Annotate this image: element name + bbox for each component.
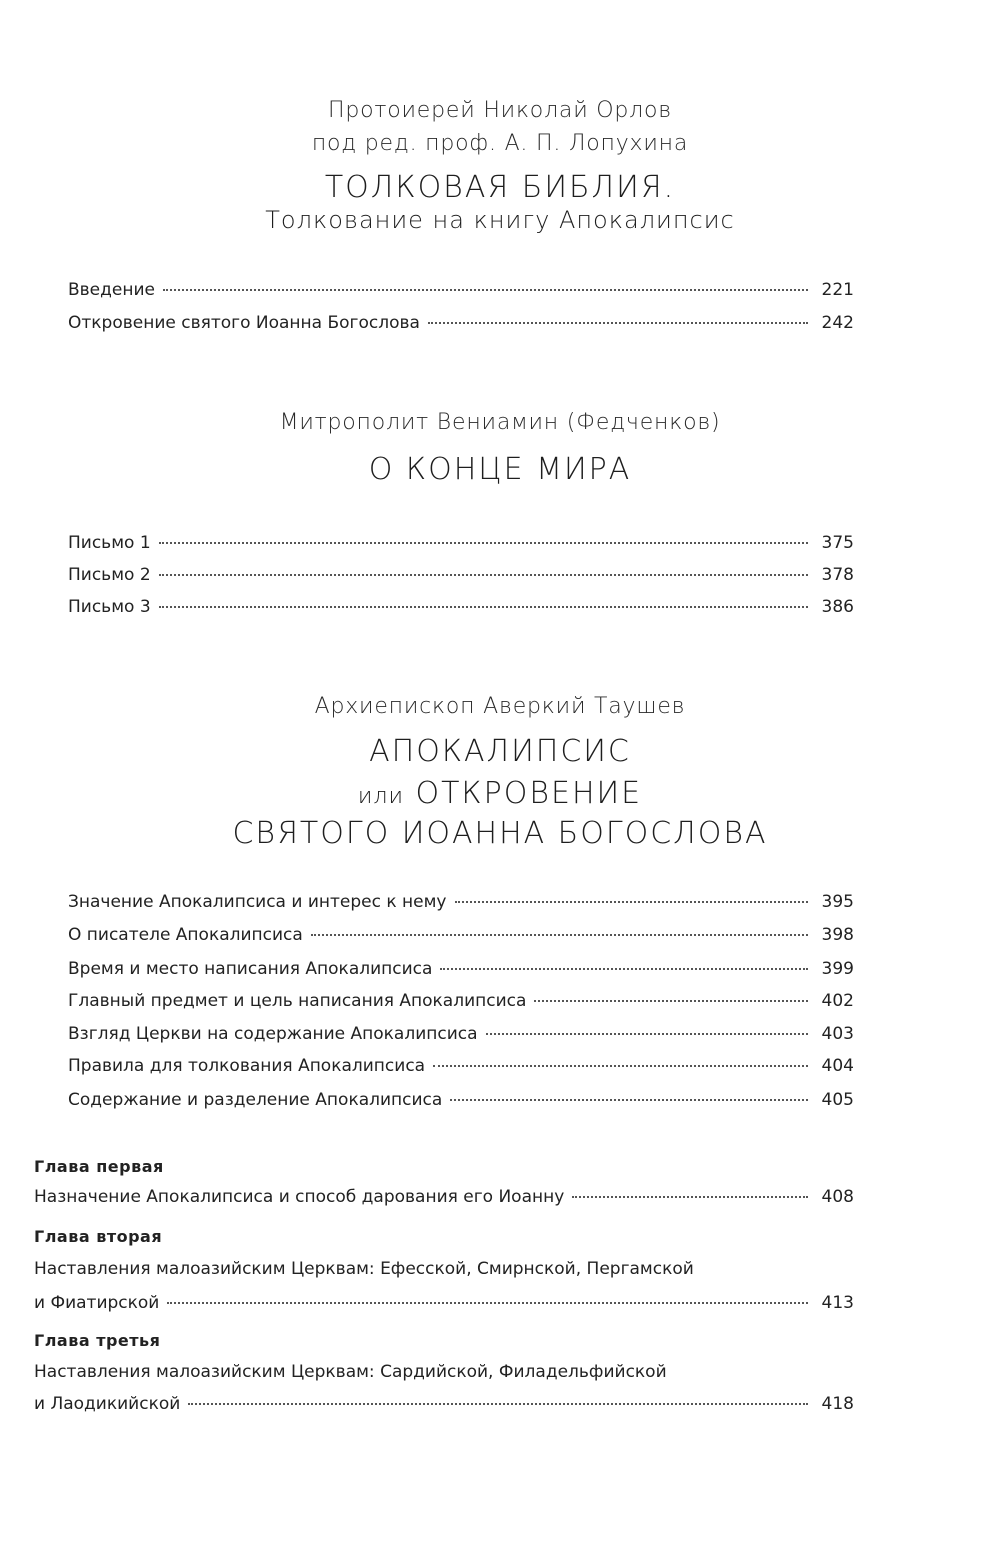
toc-entry-page: 375 (821, 533, 854, 553)
toc-entry-page: 221 (821, 280, 854, 300)
section3-title-line2 (0, 776, 1000, 811)
leader-dots (455, 901, 809, 903)
leader-dots (311, 934, 808, 936)
toc-entry[interactable] (68, 925, 854, 949)
section3-title-line1: АПОКАЛИПСИС (369, 734, 631, 769)
toc-entry-label: Письмо 2 (68, 565, 151, 585)
title-word: ОТКРОВЕНИЕ (415, 776, 643, 811)
section1-editor: под ред. проф. А. П. Лопухина (311, 131, 689, 156)
section2-title: О КОНЦЕ МИРА (368, 452, 632, 487)
chapter-heading: Глава первая (34, 1157, 164, 1176)
toc-entry[interactable] (68, 533, 854, 557)
toc-entry-page: 242 (821, 313, 854, 333)
leader-dots (159, 574, 808, 576)
leader-dots (440, 968, 808, 970)
toc-entry-page: 404 (821, 1056, 854, 1076)
chapter-entry[interactable] (34, 1293, 854, 1317)
chapter-heading: Глава вторая (34, 1227, 163, 1246)
toc-entry-label: Время и место написания Апокалипсиса (68, 959, 433, 979)
chapter-entry-page: 408 (821, 1187, 854, 1207)
leader-dots (433, 1065, 808, 1067)
leader-dots (159, 542, 808, 544)
toc-entry-label: Правила для толкования Апокалипсиса (68, 1056, 426, 1076)
toc-entry-label: Откровение святого Иоанна Богослова (68, 313, 420, 333)
leader-dots (486, 1033, 808, 1035)
leader-dots (188, 1403, 808, 1405)
chapter-entry-page: 413 (821, 1293, 854, 1313)
leader-dots (163, 289, 808, 291)
toc-entry-page: 386 (821, 597, 854, 617)
toc-entry-label: Введение (68, 280, 155, 300)
chapter-entry-page: 418 (821, 1394, 854, 1414)
leader-dots (159, 606, 808, 608)
toc-entry-label: О писателе Апокалипсиса (68, 925, 303, 945)
toc-entry[interactable] (68, 1056, 854, 1080)
toc-entry-label: Письмо 3 (68, 597, 151, 617)
toc-entry-page: 378 (821, 565, 854, 585)
toc-entry-page: 399 (821, 959, 854, 979)
toc-entry-page: 403 (821, 1024, 854, 1044)
toc-entry-page: 398 (821, 925, 854, 945)
chapter-entry[interactable] (34, 1187, 854, 1211)
toc-entry[interactable] (68, 565, 854, 589)
section3-title-line3: СВЯТОГО ИОАННА БОГОСЛОВА (232, 816, 768, 851)
chapter-entry-label-line1: Наставления малоазийским Церквам: Ефесской, Смирнской, Пергамской (34, 1259, 694, 1279)
toc-entry[interactable] (68, 959, 854, 983)
chapter-entry-label-line1: Наставления малоазийским Церквам: Сардийской, Филадельфийской (34, 1362, 667, 1382)
toc-entry[interactable] (68, 597, 854, 621)
leader-dots (534, 1000, 808, 1002)
chapter-entry-label: и Фиатирской (34, 1293, 160, 1313)
toc-entry-label: Письмо 1 (68, 533, 151, 553)
toc-entry[interactable] (68, 892, 854, 916)
section3-author: Архиепископ Аверкий Таушев (314, 694, 686, 719)
toc-entry-page: 405 (821, 1090, 854, 1110)
toc-entry[interactable] (68, 991, 854, 1015)
toc-entry-label: Главный предмет и цель написания Апокалипсиса (68, 991, 527, 1011)
title-conjunction: или (357, 784, 404, 809)
leader-dots (450, 1099, 808, 1101)
toc-entry[interactable] (68, 1090, 854, 1114)
chapter-heading: Глава третья (34, 1331, 161, 1350)
toc-entry[interactable] (68, 313, 854, 337)
section2-author: Митрополит Вениамин (Федченков) (279, 410, 721, 435)
section1-subtitle: Толкование на книгу Апокалипсис (265, 206, 735, 234)
leader-dots (572, 1196, 808, 1198)
chapter-entry[interactable] (34, 1394, 854, 1418)
chapter-entry-label: и Лаодикийской (34, 1394, 181, 1414)
leader-dots (428, 322, 808, 324)
toc-entry-page: 402 (821, 991, 854, 1011)
toc-entry[interactable] (68, 280, 854, 304)
section1-author: Протоиерей Николай Орлов (328, 98, 672, 123)
toc-entry-label: Значение Апокалипсиса и интерес к нему (68, 892, 447, 912)
section1-title: ТОЛКОВАЯ БИБЛИЯ. (324, 170, 676, 205)
toc-entry[interactable] (68, 1024, 854, 1048)
toc-entry-label: Взгляд Церкви на содержание Апокалипсиса (68, 1024, 478, 1044)
leader-dots (167, 1302, 808, 1304)
chapter-entry-label: Назначение Апокалипсиса и способ дарования его Иоанну (34, 1187, 565, 1207)
toc-entry-page: 395 (821, 892, 854, 912)
toc-entry-label: Содержание и разделение Апокалипсиса (68, 1090, 443, 1110)
